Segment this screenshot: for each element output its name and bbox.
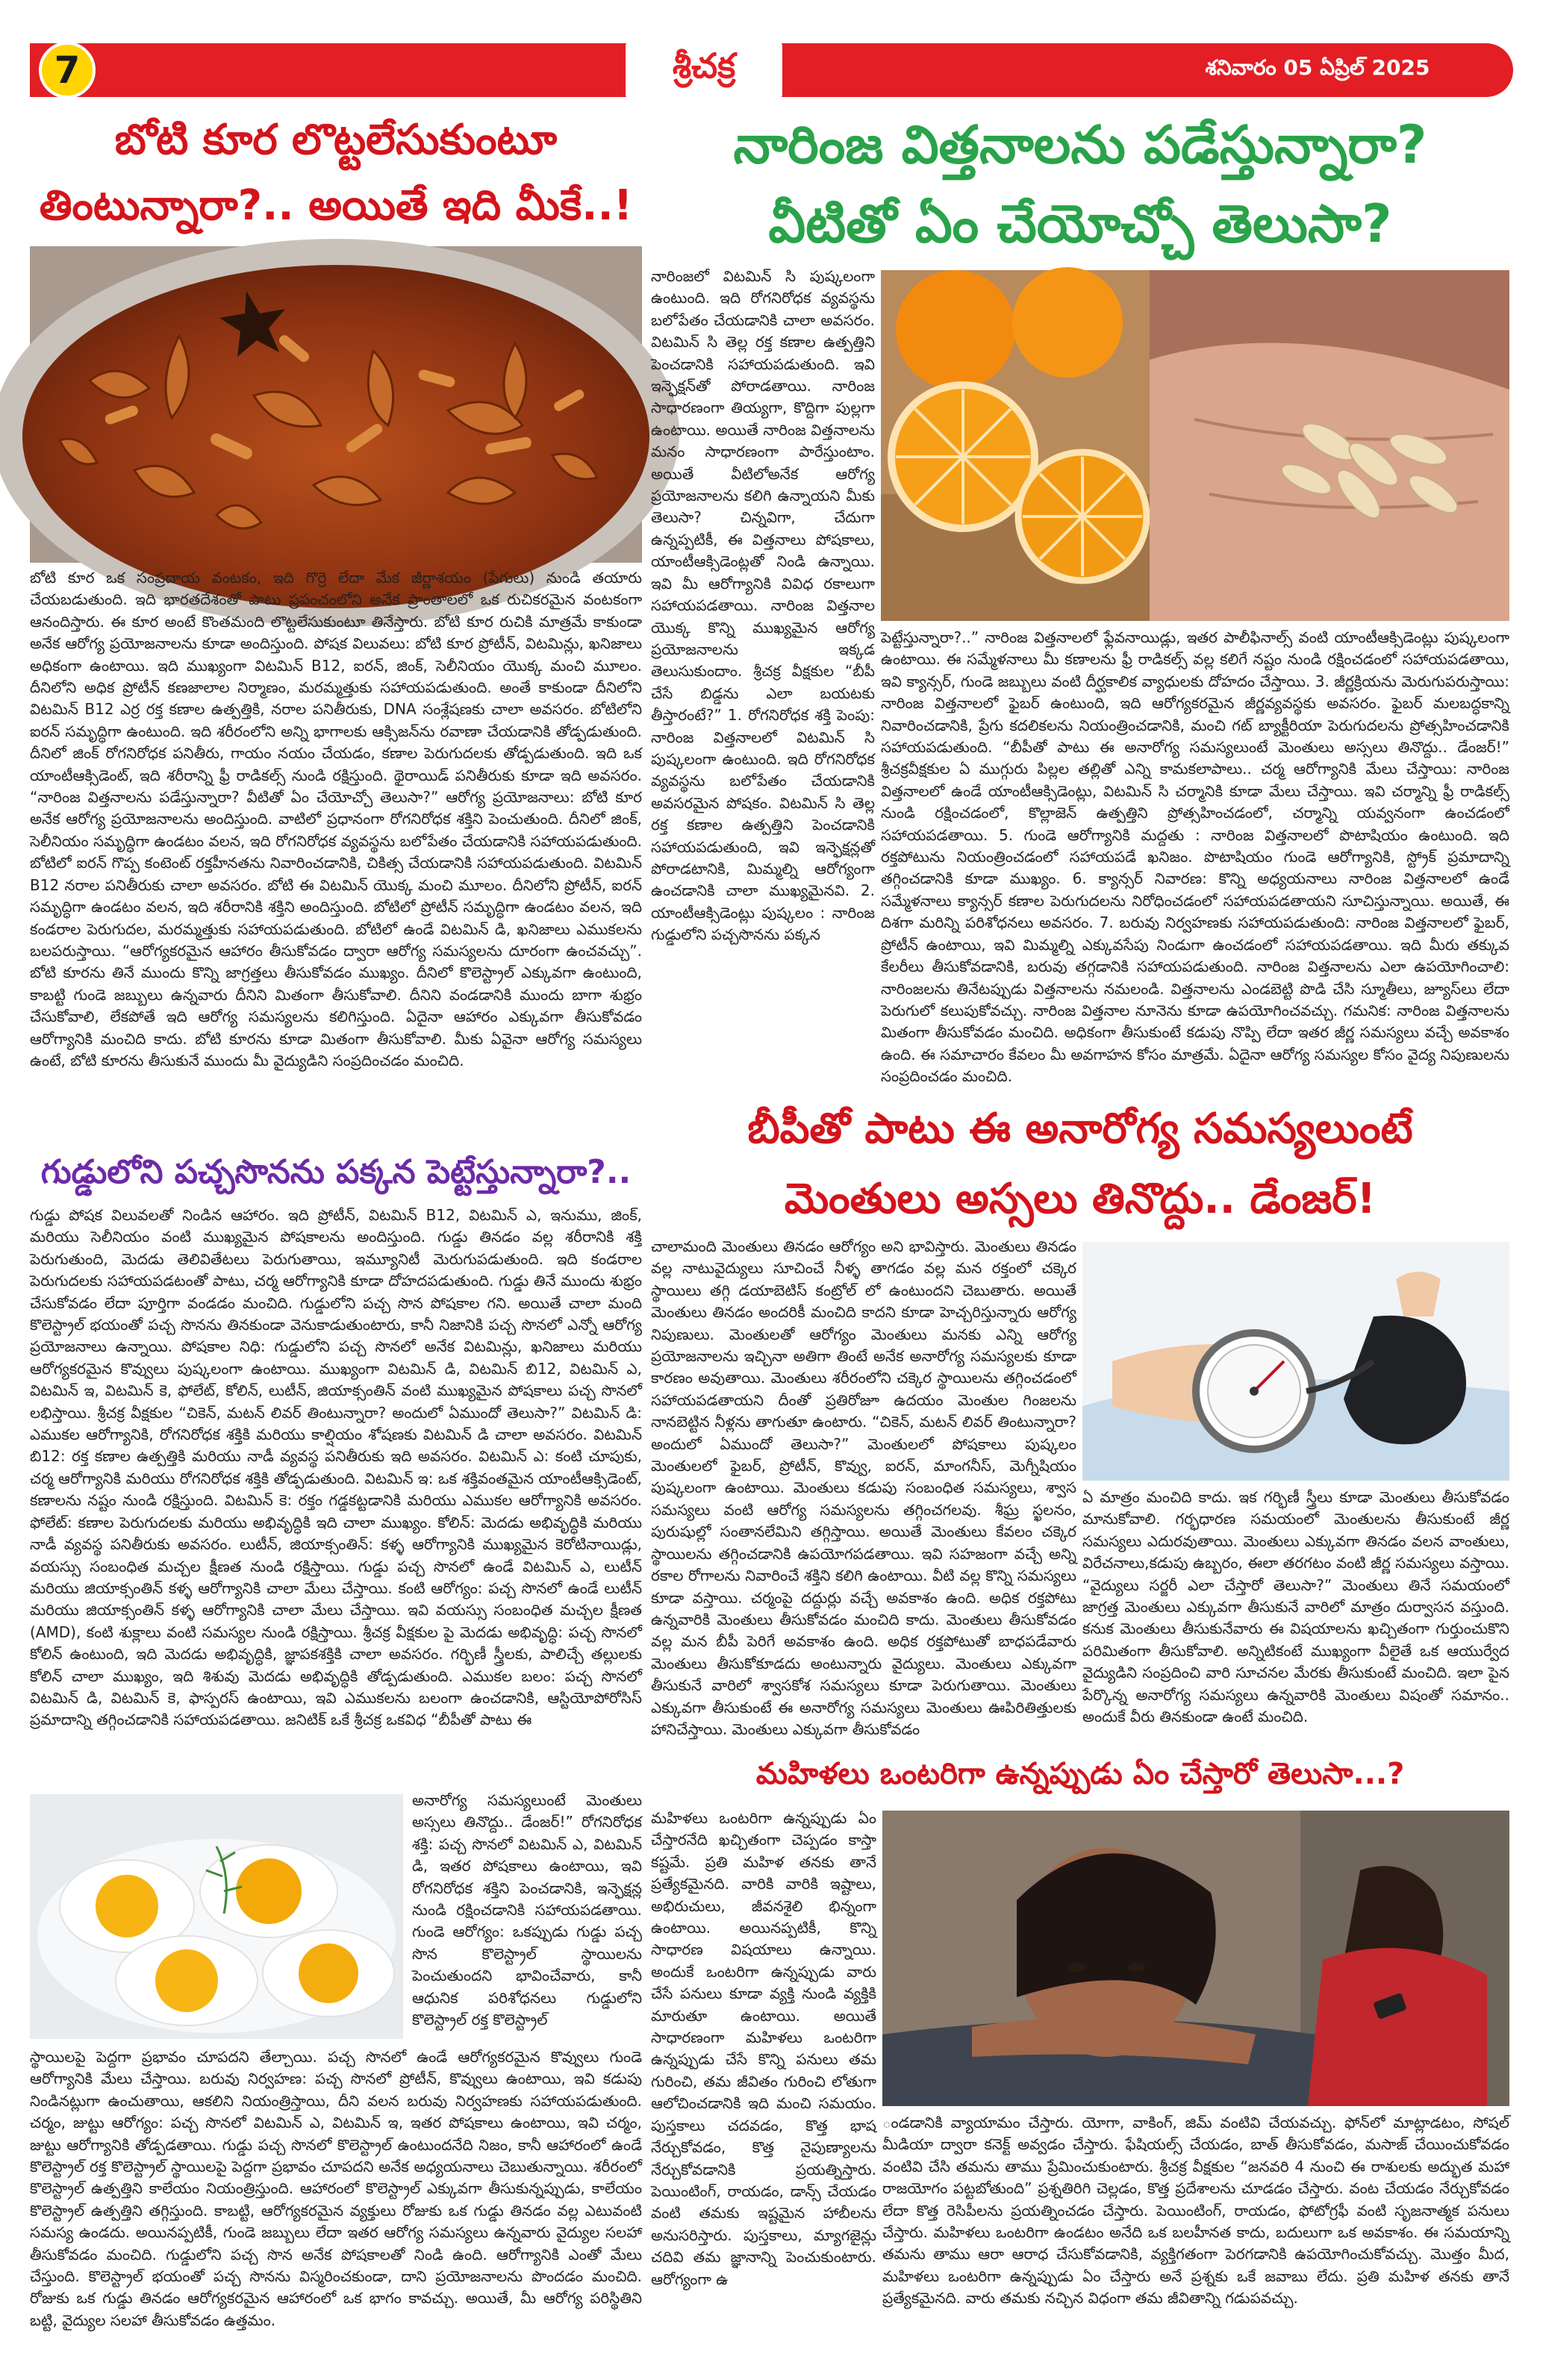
- egg-headline: గుడ్డులోని పచ్చసొనను పక్కన పెట్టేస్తున్నారా?..: [40, 1153, 632, 1191]
- women-headline: మహిళలు ఒంటరిగా ఉన్నప్పుడు ఏం చేస్తారో తెలుసా...?: [755, 1757, 1405, 1791]
- boti-curry-image: [30, 246, 642, 563]
- newspaper-logo: శ్రీచక్ర: [626, 40, 782, 100]
- boiled-eggs-image: [30, 1794, 403, 2039]
- orange-headline-line2: వీటితో ఏం చేయోచ్చో తెలుసా?: [768, 193, 1392, 254]
- boti-headline-line1: బోటి కూర లొట్టలేసుకుంటూ: [114, 116, 558, 164]
- orange-headline-line1: నారింజ విత్తనాలను పడేస్తున్నారా?: [733, 114, 1427, 175]
- bp-article-body-side: ఏ మాత్రం మంచిది కాదు. ఇక గర్భిణీ స్త్రీలు కూడా మెంతులు తీసుకోవడం మానుకోవాలి. గర్భధారణ సమయంలో మెంతులను తీసుకుంటే జీర్ణ సమస్యలు ఎదురవుతాయి. మెంతులు ఎక్కువగా తినడం వలన వాంతులు, విరేచనాలు,కడుపు ఉబ్బరం, ఈలా తరగటం వంటి జీర్ణ సమస్యలు వస్తాయి. “వైద్యులు సర్జరీ ఎలా చేస్తారో తెలుసా?” మెంతులు తినే సమయంలో జాగ్రత్త మెంతులు ఎక్కువగా తీసుకునే వారిలో మాత్రం దుర్వాసన వస్తుంది. కనుక మెంతులు తీసుకునేవారు ఈ విషయాలను ఖచ్చితంగా గుర్తుంచుకొని పరిమితంగా తీసుకోవాలి. అన్నిటికంటే ముఖ్యంగా వీలైతే ఒక ఆయుర్వేద వైద్యుడిని సంప్రదించి వారి సూచనల మేరకు తీసుకుంటే మంచిది. ఇలా పైన పేర్కొన్న అనారోగ్య సమస్యలు ఉన్నవారికి మెంతులు విషంతో సమానం.. అందుకే వీరు తినకుండా ఉంటే మంచిది.: [1082, 1488, 1509, 1726]
- issue-date: శనివారం 05 ఏప్రిల్ 2025: [1205, 55, 1430, 80]
- woman-resting-image: [882, 1811, 1509, 2106]
- bp-headline-line1: బీపీతో పాటు ఈ అనారోగ్య సమస్యలుంటే: [747, 1105, 1413, 1153]
- oranges-seeds-image: [881, 270, 1509, 621]
- bp-article-body-column: చాలామంది మెంతులు తినడం ఆరోగ్యం అని భావిస్తారు. మెంతులు తినడం వల్ల నాటువైద్యులు సూచించే నీళ్ళ తాగడం వల్ల మన రక్తంలో చక్కెర స్థాయిలు తగ్గి డయాబెటిస్ కంట్రోల్ లో ఉంటుందని చెబుతారు. అయితే మెంతులు తినడం అందరికీ మంచిది కాదని కూడా హెచ్చరిస్తున్నారు ఆరోగ్య నిపుణులు. మెంతులతో ఆరోగ్యం మెంతులు మనకు ఎన్ని ఆరోగ్య ప్రయోజనాలను ఇచ్చినా అతిగా తింటే అనేక అనారోగ్య సమస్యలకు కూడా కారణం అవుతాయి. మెంతులు శరీరంలోని చక్కెర స్థాయిలను తగ్గించడంలో సహాయపడతాయని దీంతో ప్రతిరోజూ ఉదయం మెంతుల గింజలను నానబెట్టిన నీళ్లను తాగుతూ ఉంటారు. “చికెన్, మటన్ లివర్ తింటున్నారా? అందులో ఏముందో తెలుసా?” మెంతులలో పోషకాలు పుష్కలం మెంతులలో ఫైబర్, ప్రోటీన్, కొవ్వు, ఐరన్, మాంగనీస్, మెగ్నీషియం పుష్కలంగా ఉంటాయి. మెంతులు కడుపు సంబంధిత సమస్యలు, శ్వాస సమస్యలు వంటి ఆరోగ్య సమస్యలను తగ్గించగలవు. శీఘ్ర స్ఖలనం, పురుషుల్లో సంతానలేమిని తగ్గిస్తాయి. అయితే మెంతులు కేవలం చక్కెర స్థాయిలను తగ్గించడానికి ఉపయోగపడతాయి. ఇవి సహజంగా వచ్చే అన్ని రకాల రోగాలను నివారించే శక్తిని కలిగి ఉంటాయి. వీటి వల్ల కొన్ని సమస్యలు కూడా వస్తాయి. చర్మంపై దద్దుర్లు వచ్చే అవకాశం ఉంది. అధిక రక్తపోటు ఉన్నవారికి మెంతులు తీసుకోవడం మంచిది కాదు. మెంతులు తీసుకోవడం వల్ల మన బీపీ పెరిగే అవకాశం ఉంది. అధిక రక్తపోటుతో బాధపడేవారు మెంతులు తీసుకోకూడదు అంటున్నారు వైద్యులు. మెంతులు ఎక్కువగా తీసుకునే వారిలో శ్వాసకోశ సమస్యలు కూడా పెరుగుతాయి. మెంతులు ఎక్కువగా తీసుకుంటే ఈ అనారోగ్య సమస్యలు మెంతులు ఊపిరితిత్తులకు హానిచేస్తాయి. మెంతులు ఎక్కువగా తీసుకోవడం: [651, 1237, 1076, 1738]
- boti-headline-line2: తింటున్నారా?.. అయితే ఇది మీకే..!: [39, 181, 633, 230]
- orange-article-body-column: నారింజలో విటమిన్ సి పుష్కలంగా ఉంటుంది. ఇది రోగనిరోధక వ్యవస్థను బలోపేతం చేయడానికి చాలా అవసరం. విటమిన్ సి తెల్ల రక్త కణాల ఉత్పత్తిని పెంచడానికి సహాయపడుతుంది. ఇవి ఇన్ఫెక్షన్‌తో పోరాడతాయి. నారింజ సాధారణంగా తియ్యగా, కొద్దిగా పుల్లగా ఉంటాయి. అయితే నారింజ విత్తనాలను మనం సాధారణంగా పారేస్తుంటాం. అయితే వీటిలోఅనేక ఆరోగ్య ప్రయోజనాలను కలిగి ఉన్నాయని మీకు తెలుసా? చిన్నవిగా, చేదుగా ఉన్నప్పటికీ, ఈ విత్తనాలు పోషకాలు, యాంటీఆక్సిడెంట్లతో నిండి ఉన్నాయి. ఇవి మీ ఆరోగ్యానికి వివిధ రకాలుగా సహాయపడతాయి. నారింజ విత్తనాల యొక్క కొన్ని ముఖ్యమైన ఆరోగ్య ప్రయోజనాలను ఇక్కడ తెలుసుకుందాం. శ్రీచక్ర వీక్షకుల “బీపీ చేసే బిడ్డను ఎలా బయటకు తీస్తారంటే?” 1. రోగనిరోధక శక్తి పెంపు: నారింజ విత్తనాలలో విటమిన్ సి పుష్కలంగా ఉంటుంది. ఇది రోగనిరోధక వ్యవస్థను బలోపేతం చేయడానికి అవసరమైన పోషకం. విటమిన్ సి తెల్ల రక్త కణాల ఉత్పత్తిని పెంచడానికి సహాయపడుతుంది, ఇవి ఇన్ఫెక్షన్లతో పోరాడటానికి, మిమ్మల్ని ఆరోగ్యంగా ఉంచడానికి చాలా ముఖ్యమైనవి. 2. యాంటీఆక్సిడెంట్లు పుష్కలం : నారింజ గుడ్డులోని పచ్చసొనను పక్కన: [651, 267, 875, 944]
- egg-article-body-bottom: స్థాయిలపై పెద్దగా ప్రభావం చూపదని తేల్చాయి. పచ్చ సొనలో ఉండే ఆరోగ్యకరమైన కొవ్వులు గుండె ఆరోగ్యానికి మేలు చేస్తాయి. బరువు నిర్వహణ: పచ్చ సొనలో ప్రోటీన్, కొవ్వులు ఉంటాయి, ఇవి కడుపు నిండినట్లుగా ఉంచుతాయి, ఆకలిని నియంత్రిస్తాయి, దీని వలన బరువు నిర్వహణకు సహాయపడుతుంది. చర్మం, జుట్టు ఆరోగ్యం: పచ్చ సొనలో విటమిన్ ఎ, విటమిన్ ఇ, ఇతర పోషకాలు ఉంటాయి, ఇవి చర్మం, జుట్టు ఆరోగ్యానికి తోడ్పడతాయి. గుడ్డు పచ్చ సొనలో కొలెస్ట్రాల్ ఉంటుందనేది నిజం, కానీ ఆహారంలో ఉండే కొలెస్ట్రాల్ రక్త కొలెస్ట్రాల్ స్థాయిలపై పెద్దగా ప్రభావం చూపదని అనేక అధ్యయనాలు చెబుతున్నాయి. శరీరంలో కొలెస్ట్రాల్ ఉత్పత్తిని కాలేయం నియంత్రిస్తుంది. ఆహారంలో కొలెస్ట్రాల్ ఎక్కువగా తీసుకున్నప్పుడు, కాలేయం కొలెస్ట్రాల్ ఉత్పత్తిని తగ్గిస్తుంది. కాబట్టి, ఆరోగ్యకరమైన వ్యక్తులు రోజుకు ఒక గుడ్డు తినడం వల్ల ఎటువంటి సమస్య ఉండదు. అయినప్పటికీ, గుండె జబ్బులు లేదా ఇతర ఆరోగ్య సమస్యలు ఉన్నవారు వైద్యుల సలహా తీసుకోవడం మంచిది. గుడ్డులోని పచ్చ సొన అనేక పోషకాలతో నిండి ఉంది. ఆరోగ్యానికి ఎంతో మేలు చేస్తుంది. కొలెస్ట్రాల్ భయంతో పచ్చ సొనను విస్మరించకుండా, దాని ప్రయోజనాలను పొందడం మంచిది. రోజుకు ఒక గుడ్డు తినడం ఆరోగ్యకరమైన ఆహారంలో ఒక భాగం కావచ్చు. అయితే, మీ ఆరోగ్య పరిస్థితిని బట్టి, వైద్యుల సలహా తీసుకోవడం ఉత్తమం.: [30, 2048, 642, 2329]
- egg-article-body-top: గుడ్డు పోషక విలువలతో నిండిన ఆహారం. ఇది ప్రోటీన్, విటమిన్ B12, విటమిన్ ఎ, ఇనుము, జింక్, మరియు సెలీనియం వంటి ముఖ్యమైన పోషకాలను అందిస్తుంది. గుడ్డు తినడం వల్ల శరీరానికి శక్తి పెరుగుతుంది, మెదడు తెలివితేటలు పెరుగుతాయి, ఇమ్యూనిటీ మెరుగుపడుతుంది. ఇది కండరాల పెరుగుదలకు సహాయపడటంతో పాటు, చర్మ ఆరోగ్యానికి కూడా దోహదపడుతుంది. గుడ్డు తినే ముందు శుభ్రం చేసుకోవడం లేదా పూర్తిగా వండడం మంచిది. గుడ్డులోని పచ్చ సొన పోషకాల గని. అయితే చాలా మంది కొలెస్ట్రాల్ భయంతో పచ్చ సొనను తినకుండా వెనుకాడుతుంటారు, కానీ నిజానికి పచ్చ సొనలో ఎన్నో ఆరోగ్య ప్రయోజనాలు ఉన్నాయి. పోషకాల నిధి: గుడ్డులోని పచ్చ సొనలో అనేక విటమిన్లు, ఖనిజాలు మరియు ఆరోగ్యకరమైన కొవ్వులు పుష్కలంగా ఉంటాయి. ముఖ్యంగా విటమిన్ డి, విటమిన్ బి12, విటమిన్ ఎ, విటమిన్ ఇ, విటమిన్ కె, ఫోలేట్, కోలిన్, లుటీన్, జియాక్సంతిన్ వంటి ముఖ్యమైన పోషకాలు పచ్చ సొనలో లభిస్తాయి. శ్రీచక్ర వీక్షకుల “చికెన్, మటన్ లివర్ తింటున్నారా? అందులో ఏముందో తెలుసా?” విటమిన్ డి: ఎముకల ఆరోగ్యానికి, రోగనిరోధక శక్తికి మరియు కాల్షియం శోషణకు విటమిన్ డి చాలా అవసరం. విటమిన్ బి12: రక్త కణాల ఉత్పత్తికి మరియు నాడీ వ్యవస్థ పనితీరుకు ఇది అవసరం. విటమిన్ ఎ: కంటి చూపుకు, చర్మ ఆరోగ్యానికి మరియు రోగనిరోధక శక్తికి తోడ్పడుతుంది. విటమిన్ ఇ: ఒక శక్తివంతమైన యాంటీఆక్సిడెంట్, కణాలను నష్టం నుండి రక్షిస్తుంది. విటమిన్ కె: రక్తం గడ్డకట్టడానికి మరియు ఎముకల ఆరోగ్యానికి అవసరం. ఫోలేట్: కణాల పెరుగుదలకు మరియు అభివృద్ధికి ఇది చాలా ముఖ్యం. కోలిన్: మెదడు అభివృద్ధికి మరియు నాడీ వ్యవస్థ పనితీరుకు అవసరం. లుటీన్, జియాక్సంతిన్: కళ్ళ ఆరోగ్యానికి ముఖ్యమైన కెరోటినాయిడ్లు, వయస్సు సంబంధిత మచ్చల క్షీణత నుండి రక్షిస్తాయి. గుడ్డు పచ్చ సొనలో ఉండే విటమిన్ ఎ, లుటీన్ మరియు జియాక్సంతిన్ కళ్ళ ఆరోగ్యానికి చాలా మేలు చేస్తాయి. కంటి ఆరోగ్యం: పచ్చ సొనలో ఉండే లుటీన్ మరియు జియాక్సంతిన్ కళ్ళ ఆరోగ్యానికి చాలా మేలు చేస్తాయి. ఇవి వయస్సు సంబంధిత మచ్చల క్షీణత (AMD), కంటి శుక్లాలు వంటి సమస్యల నుండి రక్షిస్తాయి. శ్రీచక్ర వీక్షకుల పై మెదడు అభివృద్ధి: పచ్చ సొనలో కోలిన్ ఉంటుంది, ఇది మెదడు అభివృద్ధికి, జ్ఞాపకశక్తికి చాలా అవసరం. గర్భిణీ స్త్రీలకు, పాలిచ్చే తల్లులకు కోలిన్ చాలా ముఖ్యం, ఇది శిశువు మెదడు అభివృద్ధికి తోడ్పడుతుంది. ఎముకల బలం: పచ్చ సొనలో విటమిన్ డి, విటమిన్ కె, ఫాస్పరస్ ఉంటాయి, ఇవి ఎముకలను బలంగా ఉంచడానికి, ఆస్టియోపోరోసిస్ ప్రమాదాన్ని తగ్గించడానికి సహాయపడతాయి. జనిటిక్ ఒకే శ్రీచక్ర ఒకవిధ “బీపీతో పాటు ఈ: [30, 1206, 642, 1729]
- orange-article-body-wide: పెట్టేస్తున్నారా?..” నారింజ విత్తనాలలో ఫ్లేవనాయిడ్లు, ఇతర పాలీఫినాల్స్ వంటి యాంటీఆక్సిడెంట్లు పుష్కలంగా ఉంటాయి. ఈ సమ్మేళనాలు మీ కణాలను ఫ్రీ రాడికల్స్ వల్ల కలిగే నష్టం నుండి రక్షించడంలో సహాయపడతాయి, ఇవి క్యాన్సర్, గుండె జబ్బులు వంటి దీర్ఘకాలిక వ్యాధులకు దోహదం చేస్తాయి. 3. జీర్ణక్రియను మెరుగుపరుస్తాయి: నారింజ విత్తనాలలో ఫైబర్ ఉంటుంది, ఇది ఆరోగ్యకరమైన జీర్ణవ్యవస్థకు అవసరం. ఫైబర్ మలబద్ధకాన్ని నివారించడానికి, ప్రేగు కదలికలను నియంత్రించడానికి, మంచి గట్ బ్యాక్టీరియా పెరుగుదలను ప్రోత్సహించడానికి సహాయపడుతుంది. “బీపీతో పాటు ఈ అనారోగ్య సమస్యలుంటే మెంతులు అస్సలు తినొద్దు.. డేంజర్!” శ్రీచక్రవీక్షకుల ఏ ముగ్గురు పిల్లల తల్లితో ఎన్ని కామకలాపాలు.. చర్మ ఆరోగ్యానికి మేలు చేస్తాయి: నారింజ విత్తనాలలో ఉండే యాంటీఆక్సిడెంట్లు, విటమిన్ సి చర్మానికి కూడా మేలు చేస్తాయి. ఇవి చర్మాన్ని ఫ్రీ రాడికల్స్ నుండి రక్షించడంలో, కొల్లాజెన్ ఉత్పత్తిని ప్రోత్సహించడంలో, చర్మాన్ని యవ్వనంగా ఉంచడంలో సహాయపడతాయి. 5. గుండె ఆరోగ్యానికి మద్దతు : నారింజ విత్తనాలలో పొటాషియం ఉంటుంది. ఇది రక్తపోటును నియంత్రించడంలో సహాయపడే ఖనిజం. పొటాషియం గుండె ఆరోగ్యానికి, స్ట్రోక్ ప్రమాదాన్ని తగ్గించడానికి కూడా ముఖ్యం. 6. క్యాన్సర్ నివారణ: కొన్ని అధ్యయనాలు నారింజ విత్తనాలలో ఉండే సమ్మేళనాలు క్యాన్సర్ కణాల పెరుగుదలను నిరోధించడంలో సహాయపడతాయని సూచిస్తున్నాయి. అయితే, ఈ దిశగా మరిన్ని పరిశోధనలు అవసరం. 7. బరువు నిర్వహణకు సహాయపడుతుంది: నారింజ విత్తనాలలో ఫైబర్, ప్రోటీన్ ఉంటాయి, ఇవి మిమ్మల్ని ఎక్కువసేపు నిండుగా ఉంచడంలో సహాయపడతాయి. ఇది మీరు తక్కువ కేలరీలు తీసుకోవడానికి, బరువు తగ్గడానికి సహాయపడుతుంది. నారింజ విత్తనాలను ఎలా ఉపయోగించాలి: నారింజలను తినేటప్పుడు విత్తనాలను నమలండి. విత్తనాలను ఎండబెట్టి పొడి చేసి స్మూతీలు, జ్యూస్‌లు లేదా పెరుగులో కలుపుకోవచ్చు. నారింజ విత్తనాల నూనెను కూడా ఉపయోగించవచ్చు. గమనిక: నారింజ విత్తనాలను మితంగా తీసుకోవడం మంచిది. అధికంగా తీసుకుంటే కడుపు నొప్పి లేదా ఇతర జీర్ణ సమస్యలు వచ్చే అవకాశం ఉంది. ఈ సమాచారం కేవలం మీ అవగాహన కోసం మాత్రమే. ఏదైనా ఆరోగ్య సమస్యల కోసం వైద్య నిపుణులను సంప్రదించడం మంచిది.: [881, 628, 1509, 1086]
- egg-article-body-side: అనారోగ్య సమస్యలుంటే మెంతులు అస్సలు తినొద్దు.. డేంజర్!” రోగనిరోధక శక్తి: పచ్చ సొనలో విటమిన్ ఎ, విటమిన్ డి, ఇతర పోషకాలు ఉంటాయి, ఇవి రోగనిరోధక శక్తిని పెంచడానికి, ఇన్ఫెక్షన్ల నుండి రక్షించడానికి సహాయపడతాయి. గుండె ఆరోగ్యం: ఒకప్పుడు గుడ్డు పచ్చ సొన కొలెస్ట్రాల్ స్థాయిలను పెంచుతుందని భావించేవారు, కానీ ఆధునిక పరిశోధనలు గుడ్డులోని కొలెస్ట్రాల్ రక్త కొలెస్ట్రాల్: [412, 1791, 642, 2029]
- bp-headline-line2: మెంతులు అస్సలు తినొద్దు.. డేంజర్!: [784, 1175, 1377, 1223]
- women-article-body-wide: ండడానికి వ్యాయామం చేస్తారు. యోగా, వాకింగ్, జిమ్ వంటివి చేయవచ్చు. ఫోన్‌లో మాట్లాడటం, సోషల్ మీడియా ద్వారా కనెక్ట్ అవ్వడం చేస్తారు. ఫేషియల్స్ చేయడం, బాత్ తీసుకోవడం, మసాజ్ చేయించుకోవడం వంటివి చేసి తమను తాము ప్రేమించుకుంటారు. శ్రీచక్ర వీక్షకుల “జనవరి 4 నుంచి ఈ రాశులకు అద్భుత మహా రాజయోగం పట్టబోతుంది” ప్రశ్నతిరిగి చెల్లడం, కొత్త ప్రదేశాలను చూడడం చేస్తారు. వంట చేయడం నేర్చుకోవడం లేదా కొత్త రెసిపీలను ప్రయత్నించడం చేస్తారు. పెయింటింగ్, రాయడం, ఫోటోగ్రఫీ వంటి సృజనాత్మక పనులు చేస్తారు. మహిళలు ఒంటరిగా ఉండటం అనేది ఒక బలహీనత కాదు, బదులుగా ఒక అవకాశం. ఈ సమయాన్ని తమను తాము ఆరా ఆరాధ చేసుకోవడానికి, వ్యక్తిగతంగా పెరగడానికి ఉపయోగించుకోవచ్చు. మొత్తం మీద, మహిళలు ఒంటరిగా ఉన్నప్పుడు ఏం చేస్తారు అనే ప్రశ్నకు ఒకే జవాబు లేదు. ప్రతి మహిళ తనకు తానే ప్రత్యేకమైనది. వారు తమకు నచ్చిన విధంగా తమ జీవితాన్ని గడుపవచ్చు.: [882, 2114, 1509, 2308]
- women-article-body-column: మహిళలు ఒంటరిగా ఉన్నప్పుడు ఏం చేస్తారనేది ఖచ్చితంగా చెప్పడం కాస్తా కష్టమే. ప్రతి మహిళ తనకు తానే ప్రత్యేకమైనది. వారికి వారికి ఇష్టాలు, అభిరుచులు, జీవనశైలి భిన్నంగా ఉంటాయి. అయినప్పటికీ, కొన్ని సాధారణ విషయాలు ఉన్నాయి. అందుకే ఒంటరిగా ఉన్నప్పుడు వారు చేసే పనులు కూడా వ్యక్తి నుండి వ్యక్తికి మారుతూ ఉంటాయి. అయితే సాధారణంగా మహిళలు ఒంటరిగా ఉన్నప్పుడు చేసే కొన్ని పనులు తమ గురించి, తమ జీవితం గురించి లోతుగా ఆలోచించడానికి ఇది మంచి సమయం. పుస్తకాలు చదవడం, కొత్త భాష నేర్చుకోవడం, కొత్త నైపుణ్యాలను నేర్చుకోవడానికి ప్రయత్నిస్తారు. పెయింటింగ్, రాయడం, డాన్స్ చేయడం వంటి తమకు ఇష్టమైన హాబీలను అనుసరిస్తారు. పుస్తకాలు, మ్యాగజైన్లు చదివి తమ జ్ఞానాన్ని పెంచుకుంటారు. ఆరోగ్యంగా ఉ: [651, 1809, 876, 2288]
- page-number: 7: [39, 42, 96, 99]
- boti-article-body: బోటి కూర ఒక సంప్రదాయ వంటకం, ఇది గొర్రె లేదా మేక జీర్ణాశయం (పేగులు) నుండి తయారు చేయబడుతుంది. ఇది భారతదేశంతో పాటు ప్రపంచంలోని అనేక ప్రాంతాలలో ఒక రుచికరమైన వంటకంగా ఆనందిస్తారు. ఈ కూర అంటే కొంతమంది లొట్టలేసుకుంటూ తినేస్తారు. బోటి కూర రుచికి మాత్రమే కాకుండా అనేక ఆరోగ్య ప్రయోజనాలను కూడా అందిస్తుంది. పోషక విలువలు: బోటి కూర ప్రోటీన్, విటమిన్లు, ఖనిజాలు అధికంగా ఉంటాయి. ఇది ముఖ్యంగా విటమిన్ B12, ఐరన్, జింక్, సెలీనియం యొక్క మంచి మూలం. దీనిలోని అధిక ప్రోటీన్ కణజాలాల నిర్మాణం, మరమ్మత్తుకు సహాయపడుతుంది. అంతే కాకుండా దీనిలోని విటమిన్ B12 ఎర్ర రక్త కణాల ఉత్పత్తికి, నరాల పనితీరుకు, DNA సంశ్లేషణకు చాలా అవసరం. బోటిలోని ఐరన్ సమృద్ధిగా ఉంటుంది. ఇది శరీరంలోని అన్ని భాగాలకు ఆక్సిజన్‌ను రవాణా చేయడానికి తోడ్పడుతుంది. దీనిలో జింక్ రోగనిరోధక పనితీరు, గాయం నయం చేయడం, కణాల పెరుగుదలకు తోడ్పడుతుంది. ఇది ఒక యాంటీఆక్సిడెంట్, ఇది శరీరాన్ని ఫ్రీ రాడికల్స్ నుండి రక్షిస్తుంది. థైరాయిడ్ పనితీరుకు కూడా ఇది అవసరం. “నారింజ విత్తనాలను పడేస్తున్నారా? వీటితో ఏం చేయోచ్చో తెలుసా?” ఆరోగ్య ప్రయోజనాలు: బోటి కూర అనేక ఆరోగ్య ప్రయోజనాలను అందిస్తుంది. వాటిలో ప్రధానంగా రోగనిరోధక శక్తిని పెంచుతుంది. దీనిలో జింక్, సెలీనియం సమృద్ధిగా ఉండటం వలన, ఇది రోగనిరోధక వ్యవస్థను బలోపేతం చేయడానికి సహాయపడుతుంది. బోటిలో ఐరన్ గొప్ప కంటెంట్ రక్తహీనతను నివారించడానికి, చికిత్స చేయడానికి సహాయపడుతుంది. విటమిన్ B12 నరాల పనితీరుకు చాలా అవసరం. బోటి ఈ విటమిన్ యొక్క మంచి మూలం. దీనిలోని ప్రోటీన్, ఐరన్ సమృద్ధిగా ఉండటం వలన, ఇది శరీరానికి శక్తిని అందిస్తుంది. బోటిలో ప్రోటీన్ సమృద్ధిగా ఉండటం వలన, ఇది కండరాల పెరుగుదల, మరమ్మత్తుకు సహాయపడుతుంది. బోటిలో ఉండే విటమిన్ డి, ఖనిజాలు ఎముకలను బలపరుస్తాయి. “ఆరోగ్యకరమైన ఆహారం తీసుకోవడం ద్వారా ఆరోగ్య సమస్యలను దూరంగా ఉంచవచ్చు”. బోటి కూరను తినే ముందు కొన్ని జాగ్రత్తలు తీసుకోవడం ముఖ్యం. దీనిలో కొలెస్ట్రాల్ ఎక్కువగా ఉంటుంది, కాబట్టి గుండె జబ్బులు ఉన్నవారు దీనిని మితంగా తీసుకోవాలి. దీనిని వండడానికి ముందు బాగా శుభ్రం చేసుకోవాలి, లేకపోతే ఇది ఆరోగ్య సమస్యలను కలిగిస్తుంది. ఏదైనా ఆహారం ఎక్కువగా తీసుకోవడం ఆరోగ్యానికి మంచిది కాదు. బోటి కూరను కూడా మితంగా తీసుకోవాలి. మీకు ఏవైనా ఆరోగ్య సమస్యలు ఉంటే, బోటి కూరను తీసుకునే ముందు మీ వైద్యుడిని సంప్రదించడం మంచిది.: [30, 569, 642, 1069]
- blood-pressure-image: [1082, 1242, 1509, 1481]
